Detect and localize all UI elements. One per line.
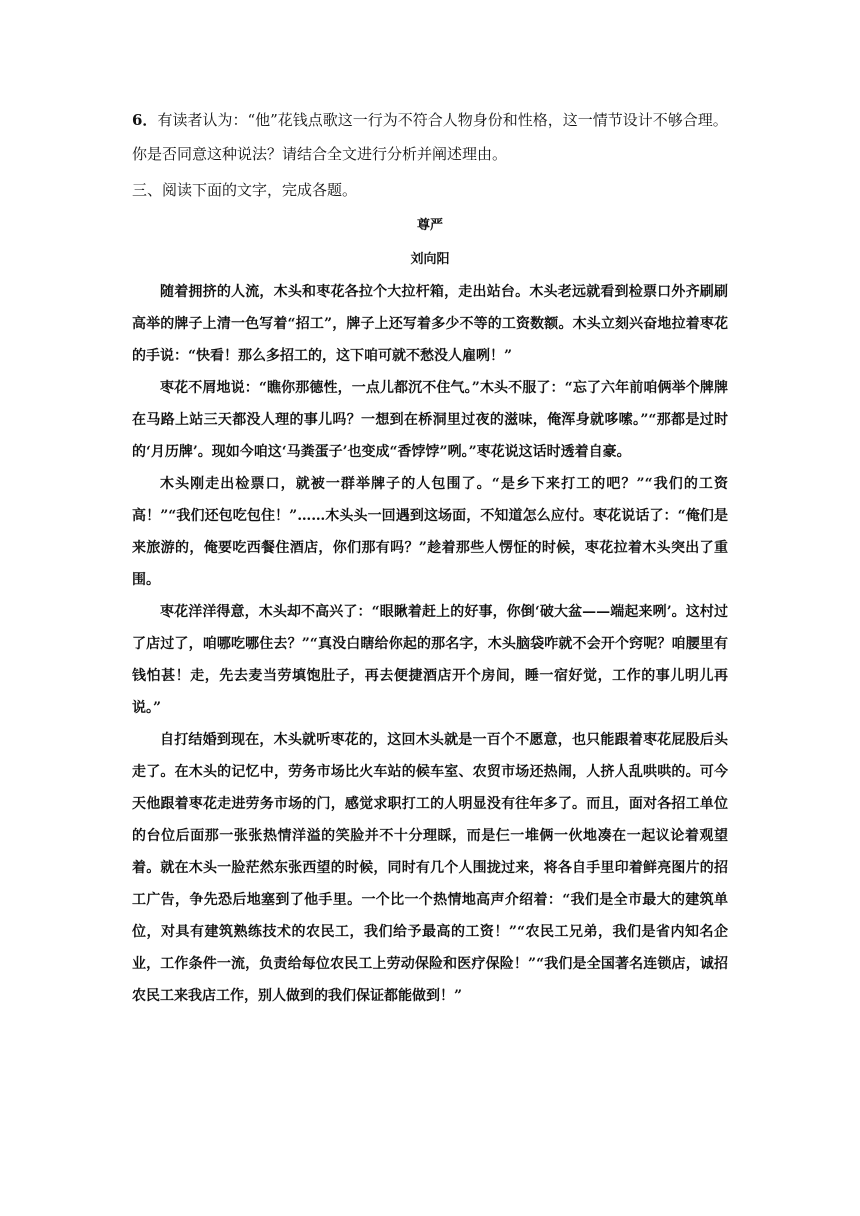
article-body	[132, 276, 728, 1012]
article-title: 尊严	[416, 218, 443, 233]
question-text: 有读者认为：“他”花钱点歌这一行为不符合人物身份和性格，这一情节设计不够合理。你是否同意这种说法？请结合全文进行分析并阐述理由。	[132, 111, 728, 163]
article-author: 刘向阳	[410, 252, 450, 267]
article-paragraph: 随着拥挤的人流，木头和枣花各拉个大拉杆箱，走出站台。木头老远就看到检票口外齐刷刷高举的牌子上清一色写着“招工”，牌子上还写着多少不等的工资数额。木头立刻兴奋地拉着枣花的手说：“快看！那么多招工的，这下咱可就不愁没人雇咧！”	[132, 284, 728, 364]
section-heading: 三、阅读下面的文字，完成各题。	[132, 181, 358, 199]
article-paragraph: 枣花洋洋得意，木头却不高兴了：“眼瞅着赶上的好事，你倒‘破大盆——端起来咧’。这村过了店过了，咱哪吃哪住去？”“真没白瞎给你起的那名字，木头脑袋咋就不会开个窍呢？咱腰里有钱怕甚！走，先去麦当劳填饱肚子，再去便捷酒店开个房间，睡一宿好觉，工作的事儿明儿再说。”	[132, 604, 728, 716]
question-6	[132, 103, 728, 171]
article-paragraph: 枣花不屑地说：“瞧你那德性，一点儿都沉不住气。”木头不服了：“忘了六年前咱俩举个牌牌在马路上站三天都没人理的事儿吗？一想到在桥洞里过夜的滋味，俺浑身就哆嗦。”“那都是过时的‘月历牌’。现如今咱这‘马粪蛋子’也变成“香饽饽”咧。”枣花说这话时透着自豪。	[132, 380, 728, 460]
question-number: 6．	[132, 111, 158, 129]
article-paragraph: 木头刚走出检票口，就被一群举牌子的人包围了。“是乡下来打工的吧？”“我们的工资高！”“我们还包吃包住！”……木头头一回遇到这场面，不知道怎么应付。枣花说话了：“俺们是来旅游的，俺要吃西餐住酒店，你们那有吗？”趁着那些人愣怔的时候，枣花拉着木头突出了重围。	[132, 476, 728, 588]
article-paragraph: 自打结婚到现在，木头就听枣花的，这回木头就是一百个不愿意，也只能跟着枣花屁股后头走了。在木头的记忆中，劳务市场比火车站的候车室、农贸市场还热闹，人挤人乱哄哄的。可今天他跟着枣花走进劳务市场的门，感觉求职打工的人明显没有往年多了。而且，面对各招工单位的台位后面那一张张热情洋溢的笑脸并不十分理睬，而是仨一堆俩一伙地凑在一起议论着观望着。就在木头一脸茫然东张西望的时候，同时有几个人围拢过来，将各自手里印着鲜亮图片的招工广告，争先恐后地塞到了他手里。一个比一个热情地高声介绍着：“我们是全市最大的建筑单位，对具有建筑熟练技术的农民工，我们给予最高的工资！”“农民工兄弟，我们是省内知名企业，工作条件一流，负责给每位农民工上劳动保险和医疗保险！”“我们是全国著名连锁店，诚招农民工来我店工作，别人做到的我们保证都能做到！”	[132, 732, 728, 1004]
